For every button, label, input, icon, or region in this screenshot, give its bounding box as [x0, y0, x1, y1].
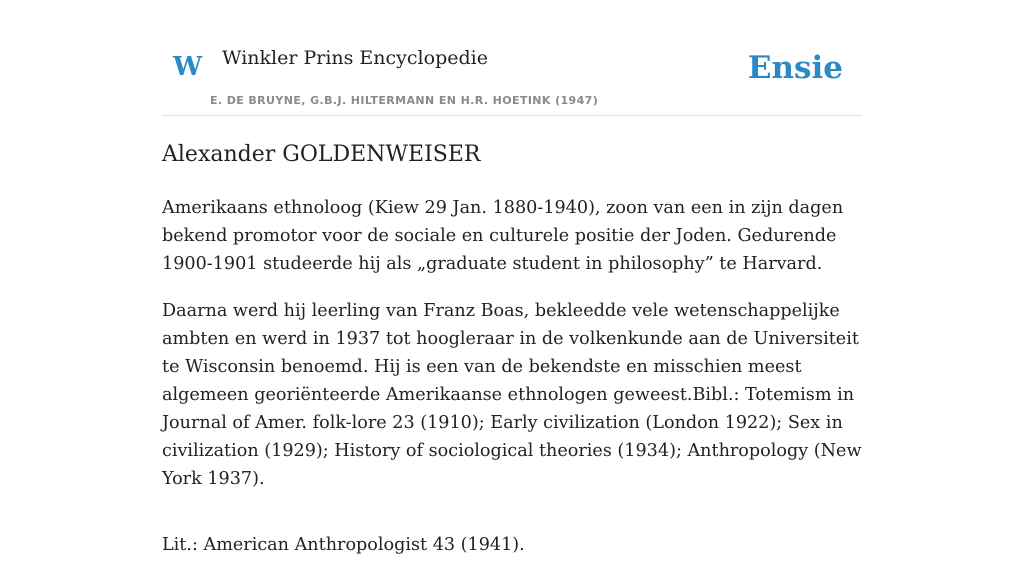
article-literature: Lit.: American Anthropologist 43 (1941).: [162, 535, 525, 555]
site-header: [162, 40, 862, 116]
article-paragraph-1: Amerikaans ethnoloog (Kiew 29 Jan. 1880-1940), zoon van een in zijn dagen bekend promotor voor de sociale en culturele positie der Joden. Gedurende 1900-1901 studeerde hij als „graduate student in philosophy” te Harvard.: [162, 198, 844, 274]
article-title: Alexander GOLDENWEISER: [162, 142, 481, 167]
site-title[interactable]: Winkler Prins Encyclopedie: [222, 47, 488, 69]
article-paragraph-2: Daarna werd hij leerling van Franz Boas, bekleedde vele wetenschappelijke ambten en werd in 1937 tot hoogleraar in de volkenkunde aan de Universiteit te Wisconsin benoemd. Hij is een van de bekendste en misschien meest algemeen georiënteerde Amerikaanse ethnologen geweest.Bibl.: Totemism in Journal of Amer. folk-lore 23 (1910); Early civilization (London 1922); Sex in civilization (1929); History of sociological theories (1934); Anthropology (New York 1937).: [162, 301, 862, 489]
ensie-logo-link[interactable]: Ensie: [747, 50, 843, 86]
article: [162, 140, 862, 578]
winkler-prins-logo[interactable]: W: [173, 52, 203, 82]
site-subtitle: E. DE BRUYNE, G.B.J. HILTERMANN EN H.R. HOETINK (1947): [210, 94, 599, 107]
